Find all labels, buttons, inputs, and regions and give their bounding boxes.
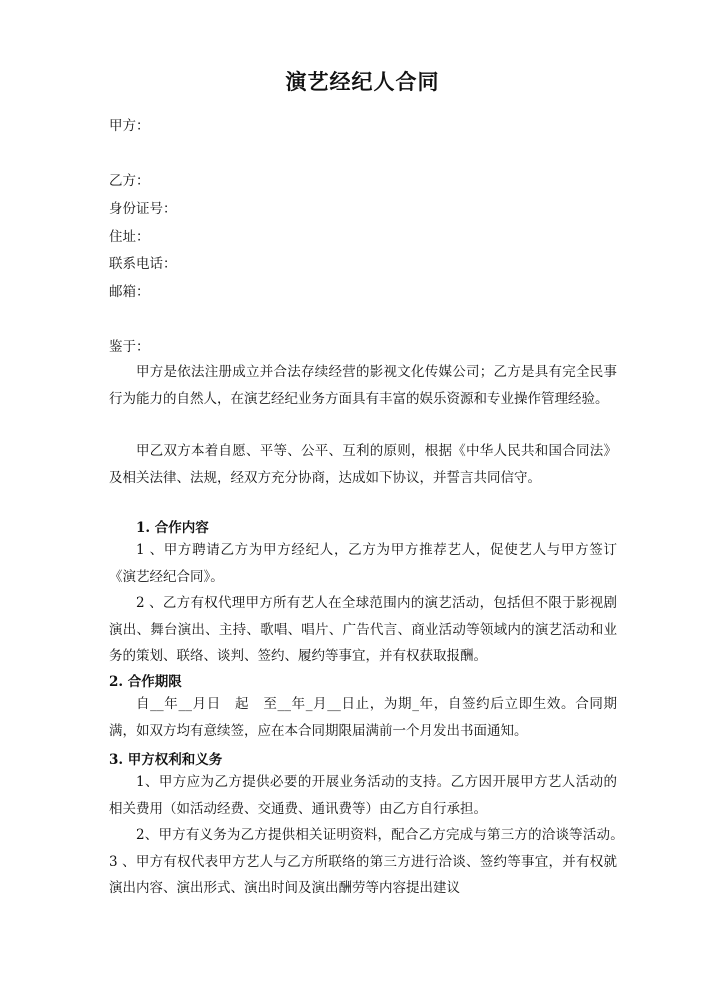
address-field: 住址： bbox=[109, 229, 150, 245]
clause-rights-1: 1、甲方应为乙方提供必要的开展业务活动的支持。乙方因开展甲方艺人活动的相关费用（如活动经费、交通费、通讯费等）由乙方自行承担。 bbox=[109, 774, 617, 817]
clause-term-1: 自__年__月日 起 至__年_月__日止，为期_年，自签约后立即生效。合同期满，如双方均有意续签，应在本合同期限届满前一个月发出书面通知。 bbox=[109, 696, 617, 739]
clause-cooperation-1: 1 、甲方聘请乙方为甲方经纪人，乙方为甲方推荐艺人，促使艺人与甲方签订《演艺经纪合同》。 bbox=[109, 542, 617, 585]
party-a-field: 甲方： bbox=[109, 118, 150, 134]
email-field: 邮箱： bbox=[109, 284, 150, 300]
whereas-label: 鉴于： bbox=[109, 339, 150, 355]
preamble-paragraph-1: 甲方是依法注册成立并合法存续经营的影视文化传媒公司；乙方是具有完全民事行为能力的自然人，在演艺经纪业务方面具有丰富的娱乐资源和专业操作管理经验。 bbox=[109, 364, 617, 407]
clause-cooperation-2: 2 、乙方有权代理甲方所有艺人在全球范围内的演艺活动，包括但不限于影视剧演出、舞台演出、主持、歌唱、唱片、广告代言、商业活动等领域内的演艺活动和业务的策划、联络、谈判、签约、履约等事宜，并有权获取报酬。 bbox=[109, 595, 617, 664]
section-heading-term: 2. 合作期限 bbox=[109, 674, 182, 690]
clause-rights-2: 2、甲方有义务为乙方提供相关证明资料，配合乙方完成与第三方的洽谈等活动。 3 、甲方有权代表甲方艺人与乙方所联络的第三方进行洽谈、签约等事宜，并有权就演出内容、演出形式、演出时间及演出酬劳等内容提出建议 bbox=[109, 827, 644, 896]
document-title: 演艺经纪人合同 bbox=[285, 69, 440, 94]
section-heading-cooperation: 1. 合作内容 bbox=[136, 520, 209, 536]
party-b-field: 乙方： bbox=[109, 173, 150, 189]
section-heading-rights: 3. 甲方权利和义务 bbox=[109, 752, 223, 768]
id-number-field: 身份证号： bbox=[109, 201, 177, 217]
preamble-paragraph-2: 甲乙双方本着自愿、平等、公平、互利的原则，根据《中华人民共和国合同法》及相关法律、法规，经双方充分协商，达成如下协议，并誓言共同信守。 bbox=[109, 443, 617, 486]
phone-field: 联系电话： bbox=[109, 256, 177, 272]
